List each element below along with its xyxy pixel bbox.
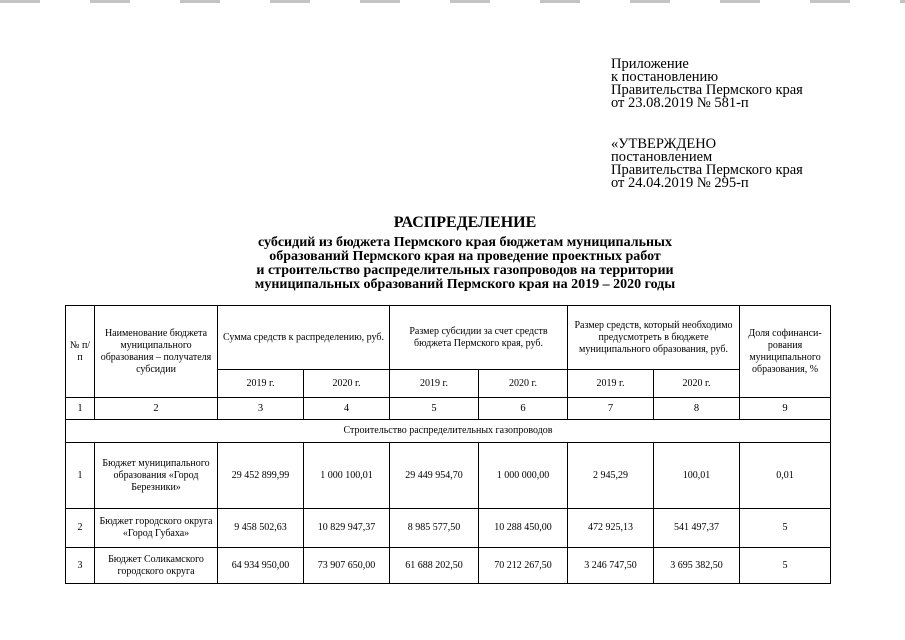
year-cell: 2019 г. <box>218 370 304 398</box>
row-name: Бюджет городского округа «Город Губаха» <box>95 509 218 548</box>
subtitle-line: и строительство распределительных газопроводов на территории <box>256 263 674 278</box>
table-row <box>66 509 831 548</box>
row-local-2020: 100,01 <box>654 443 740 509</box>
header-share: Доля софинанси-рования муниципального образования, % <box>740 306 831 398</box>
approval-line: «УТВЕРЖДЕНО <box>611 136 717 152</box>
header-row <box>66 306 831 370</box>
row-total-2019: 9 458 502,63 <box>218 509 304 548</box>
year-cell: 2020 г. <box>654 370 740 398</box>
appendix-note <box>611 58 803 110</box>
column-number: 7 <box>568 398 654 420</box>
year-cell: 2019 г. <box>568 370 654 398</box>
year-cell: 2020 г. <box>304 370 390 398</box>
row-num: 3 <box>66 548 95 584</box>
appendix-line: к постановлению <box>611 69 719 85</box>
column-number: 4 <box>304 398 390 420</box>
approval-line: Правительства Пермского края <box>611 162 803 178</box>
row-regional-2020: 1 000 000,00 <box>479 443 568 509</box>
row-total-2020: 73 907 650,00 <box>304 548 390 584</box>
row-regional-2019: 29 449 954,70 <box>390 443 479 509</box>
header-regional: Размер субсидии за счет средств бюджета Пермского края, руб. <box>390 306 568 370</box>
section-row <box>66 420 831 443</box>
row-name: Бюджет муниципального образования «Город Березники» <box>95 443 218 509</box>
column-number: 9 <box>740 398 831 420</box>
row-num: 1 <box>66 443 95 509</box>
column-number: 1 <box>66 398 95 420</box>
row-total-2020: 1 000 100,01 <box>304 443 390 509</box>
table-row <box>66 548 831 584</box>
row-local-2020: 3 695 382,50 <box>654 548 740 584</box>
row-num: 2 <box>66 509 95 548</box>
header-local: Размер средств, который необходимо предусмотреть в бюджете муниципального образования, руб. <box>568 306 740 370</box>
document-subtitle <box>0 236 905 292</box>
row-regional-2020: 70 212 267,50 <box>479 548 568 584</box>
appendix-line: от 23.08.2019 № 581-п <box>611 95 749 111</box>
row-regional-2019: 61 688 202,50 <box>390 548 479 584</box>
row-local-2019: 472 925,13 <box>568 509 654 548</box>
row-name: Бюджет Соликамского городского округа <box>95 548 218 584</box>
header-num: № п/п <box>66 306 95 398</box>
row-share: 5 <box>740 548 831 584</box>
row-share: 5 <box>740 509 831 548</box>
row-local-2020: 541 497,37 <box>654 509 740 548</box>
year-cell: 2020 г. <box>479 370 568 398</box>
column-number: 6 <box>479 398 568 420</box>
subtitle-line: образований Пермского края на проведение проектных работ <box>269 249 661 264</box>
subtitle-line: субсидий из бюджета Пермского края бюджетам муниципальных <box>258 235 672 250</box>
column-number: 5 <box>390 398 479 420</box>
subtitle-line: муниципальных образований Пермского края на 2019 – 2020 годы <box>254 277 676 292</box>
distribution-table <box>65 305 831 584</box>
table-row <box>66 443 831 509</box>
column-number: 2 <box>95 398 218 420</box>
column-number: 3 <box>218 398 304 420</box>
row-total-2019: 29 452 899,99 <box>218 443 304 509</box>
approval-line: постановлением <box>611 149 713 165</box>
row-local-2019: 2 945,29 <box>568 443 654 509</box>
appendix-line: Правительства Пермского края <box>611 82 803 98</box>
appendix-line: Приложение <box>611 56 689 72</box>
year-cell: 2019 г. <box>390 370 479 398</box>
header-total: Сумма средств к распределению, руб. <box>218 306 390 370</box>
approval-note <box>611 138 803 190</box>
row-regional-2019: 8 985 577,50 <box>390 509 479 548</box>
row-share: 0,01 <box>740 443 831 509</box>
row-regional-2020: 10 288 450,00 <box>479 509 568 548</box>
scan-edge <box>0 0 905 3</box>
section-heading: Строительство распределительных газопроводов <box>66 420 831 443</box>
row-total-2019: 64 934 950,00 <box>218 548 304 584</box>
document-title: РАСПРЕДЕЛЕНИЕ <box>393 214 537 231</box>
column-number: 8 <box>654 398 740 420</box>
row-total-2020: 10 829 947,37 <box>304 509 390 548</box>
approval-line: от 24.04.2019 № 295-п <box>611 175 749 191</box>
header-name: Наименование бюджета муниципального образования – получателя субсидии <box>95 306 218 398</box>
column-number-row <box>66 398 831 420</box>
row-local-2019: 3 246 747,50 <box>568 548 654 584</box>
